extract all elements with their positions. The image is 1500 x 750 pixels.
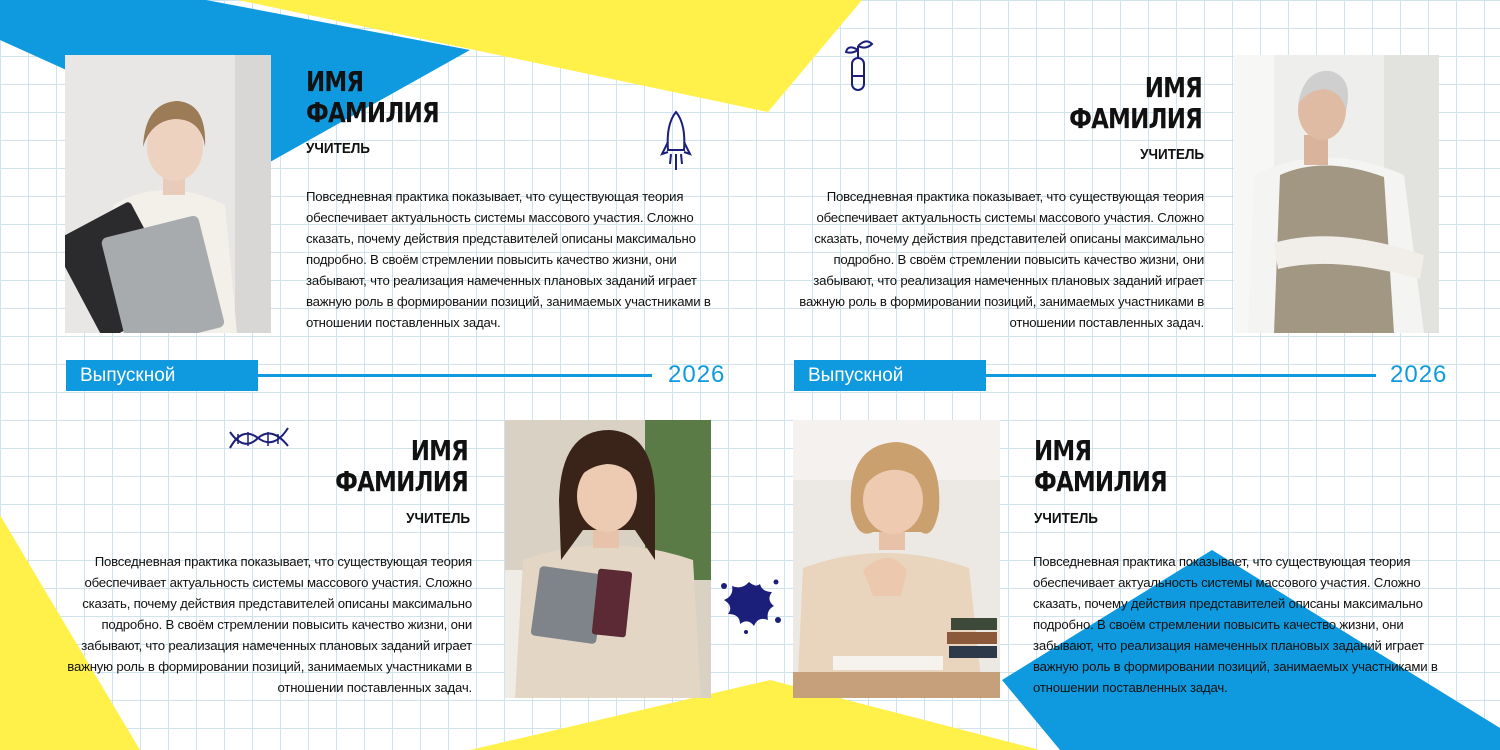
profile-second-line-3: ФАМИЛИЯ xyxy=(335,465,468,498)
ink-splat-icon xyxy=(716,574,782,634)
profile-photo-2 xyxy=(1234,55,1439,333)
profile-first-line-1: ИМЯ xyxy=(306,65,364,98)
dna-icon xyxy=(228,424,290,454)
profile-role-3: УЧИТЕЛЬ xyxy=(405,510,470,527)
divider-line-left xyxy=(258,374,652,377)
rocket-icon xyxy=(660,110,692,174)
profile-second-line-4: ФАМИЛИЯ xyxy=(1034,465,1167,498)
profile-photo-1 xyxy=(65,55,271,333)
profile-first-line-4: ИМЯ xyxy=(1034,434,1092,467)
profile-role-4: УЧИТЕЛЬ xyxy=(1034,510,1099,527)
graduation-tag-left: Выпускной xyxy=(66,360,258,391)
profile-second-line-2: ФАМИЛИЯ xyxy=(1069,102,1202,135)
test-tube-plant-icon xyxy=(840,36,880,94)
year-label-right: 2026 xyxy=(1390,361,1448,388)
profile-bio-2: Повседневная практика показывает, что существующая теория обеспечивает актуальность системы массового участия. Сложно сказать, почему действия представителей описаны максимально подробно. В своём стремлении повысить качество жизни, они забывают, что реализация намеченных плановых заданий играет важную роль в формировании позиций, занимаемых участниками в отношении поставленных задач. xyxy=(799,189,1204,330)
profile-name-4 xyxy=(1034,435,1167,497)
profile-second-line-1: ФАМИЛИЯ xyxy=(306,96,439,129)
profile-name-2 xyxy=(1069,72,1202,134)
profile-photo-4 xyxy=(793,420,1000,698)
graduation-tag-right: Выпускной xyxy=(794,360,986,391)
profile-first-line-3: ИМЯ xyxy=(410,434,468,467)
profile-role-2: УЧИТЕЛЬ xyxy=(1139,146,1204,163)
profile-bio-4: Повседневная практика показывает, что существующая теория обеспечивает актуальность системы массового участия. Сложно сказать, почему действия представителей описаны максимально подробно. В своём стремлении повысить качество жизни, они забывают, что реализация намеченных плановых заданий играет важную роль в формировании позиций, занимаемых участниками в отношении поставленных задач. xyxy=(1033,554,1438,695)
profile-role-1: УЧИТЕЛЬ xyxy=(306,140,371,157)
year-label-left: 2026 xyxy=(668,361,726,388)
profile-first-line-2: ИМЯ xyxy=(1144,71,1202,104)
profile-name-1 xyxy=(306,66,439,128)
profile-bio-3: Повседневная практика показывает, что существующая теория обеспечивает актуальность системы массового участия. Сложно сказать, почему действия представителей описаны максимально подробно. В своём стремлении повысить качество жизни, они забывают, что реализация намеченных плановых заданий играет важную роль в формировании позиций, занимаемых участниками в отношении поставленных задач. xyxy=(67,554,472,695)
divider-line-right xyxy=(986,374,1376,377)
profile-name-3 xyxy=(335,435,468,497)
profile-bio-1: Повседневная практика показывает, что существующая теория обеспечивает актуальность системы массового участия. Сложно сказать, почему действия представителей описаны максимально подробно. В своём стремлении повысить качество жизни, они забывают, что реализация намеченных плановых заданий играет важную роль в формировании позиций, занимаемых участниками в отношении поставленных задач. xyxy=(306,189,711,330)
profile-photo-3 xyxy=(505,420,711,698)
